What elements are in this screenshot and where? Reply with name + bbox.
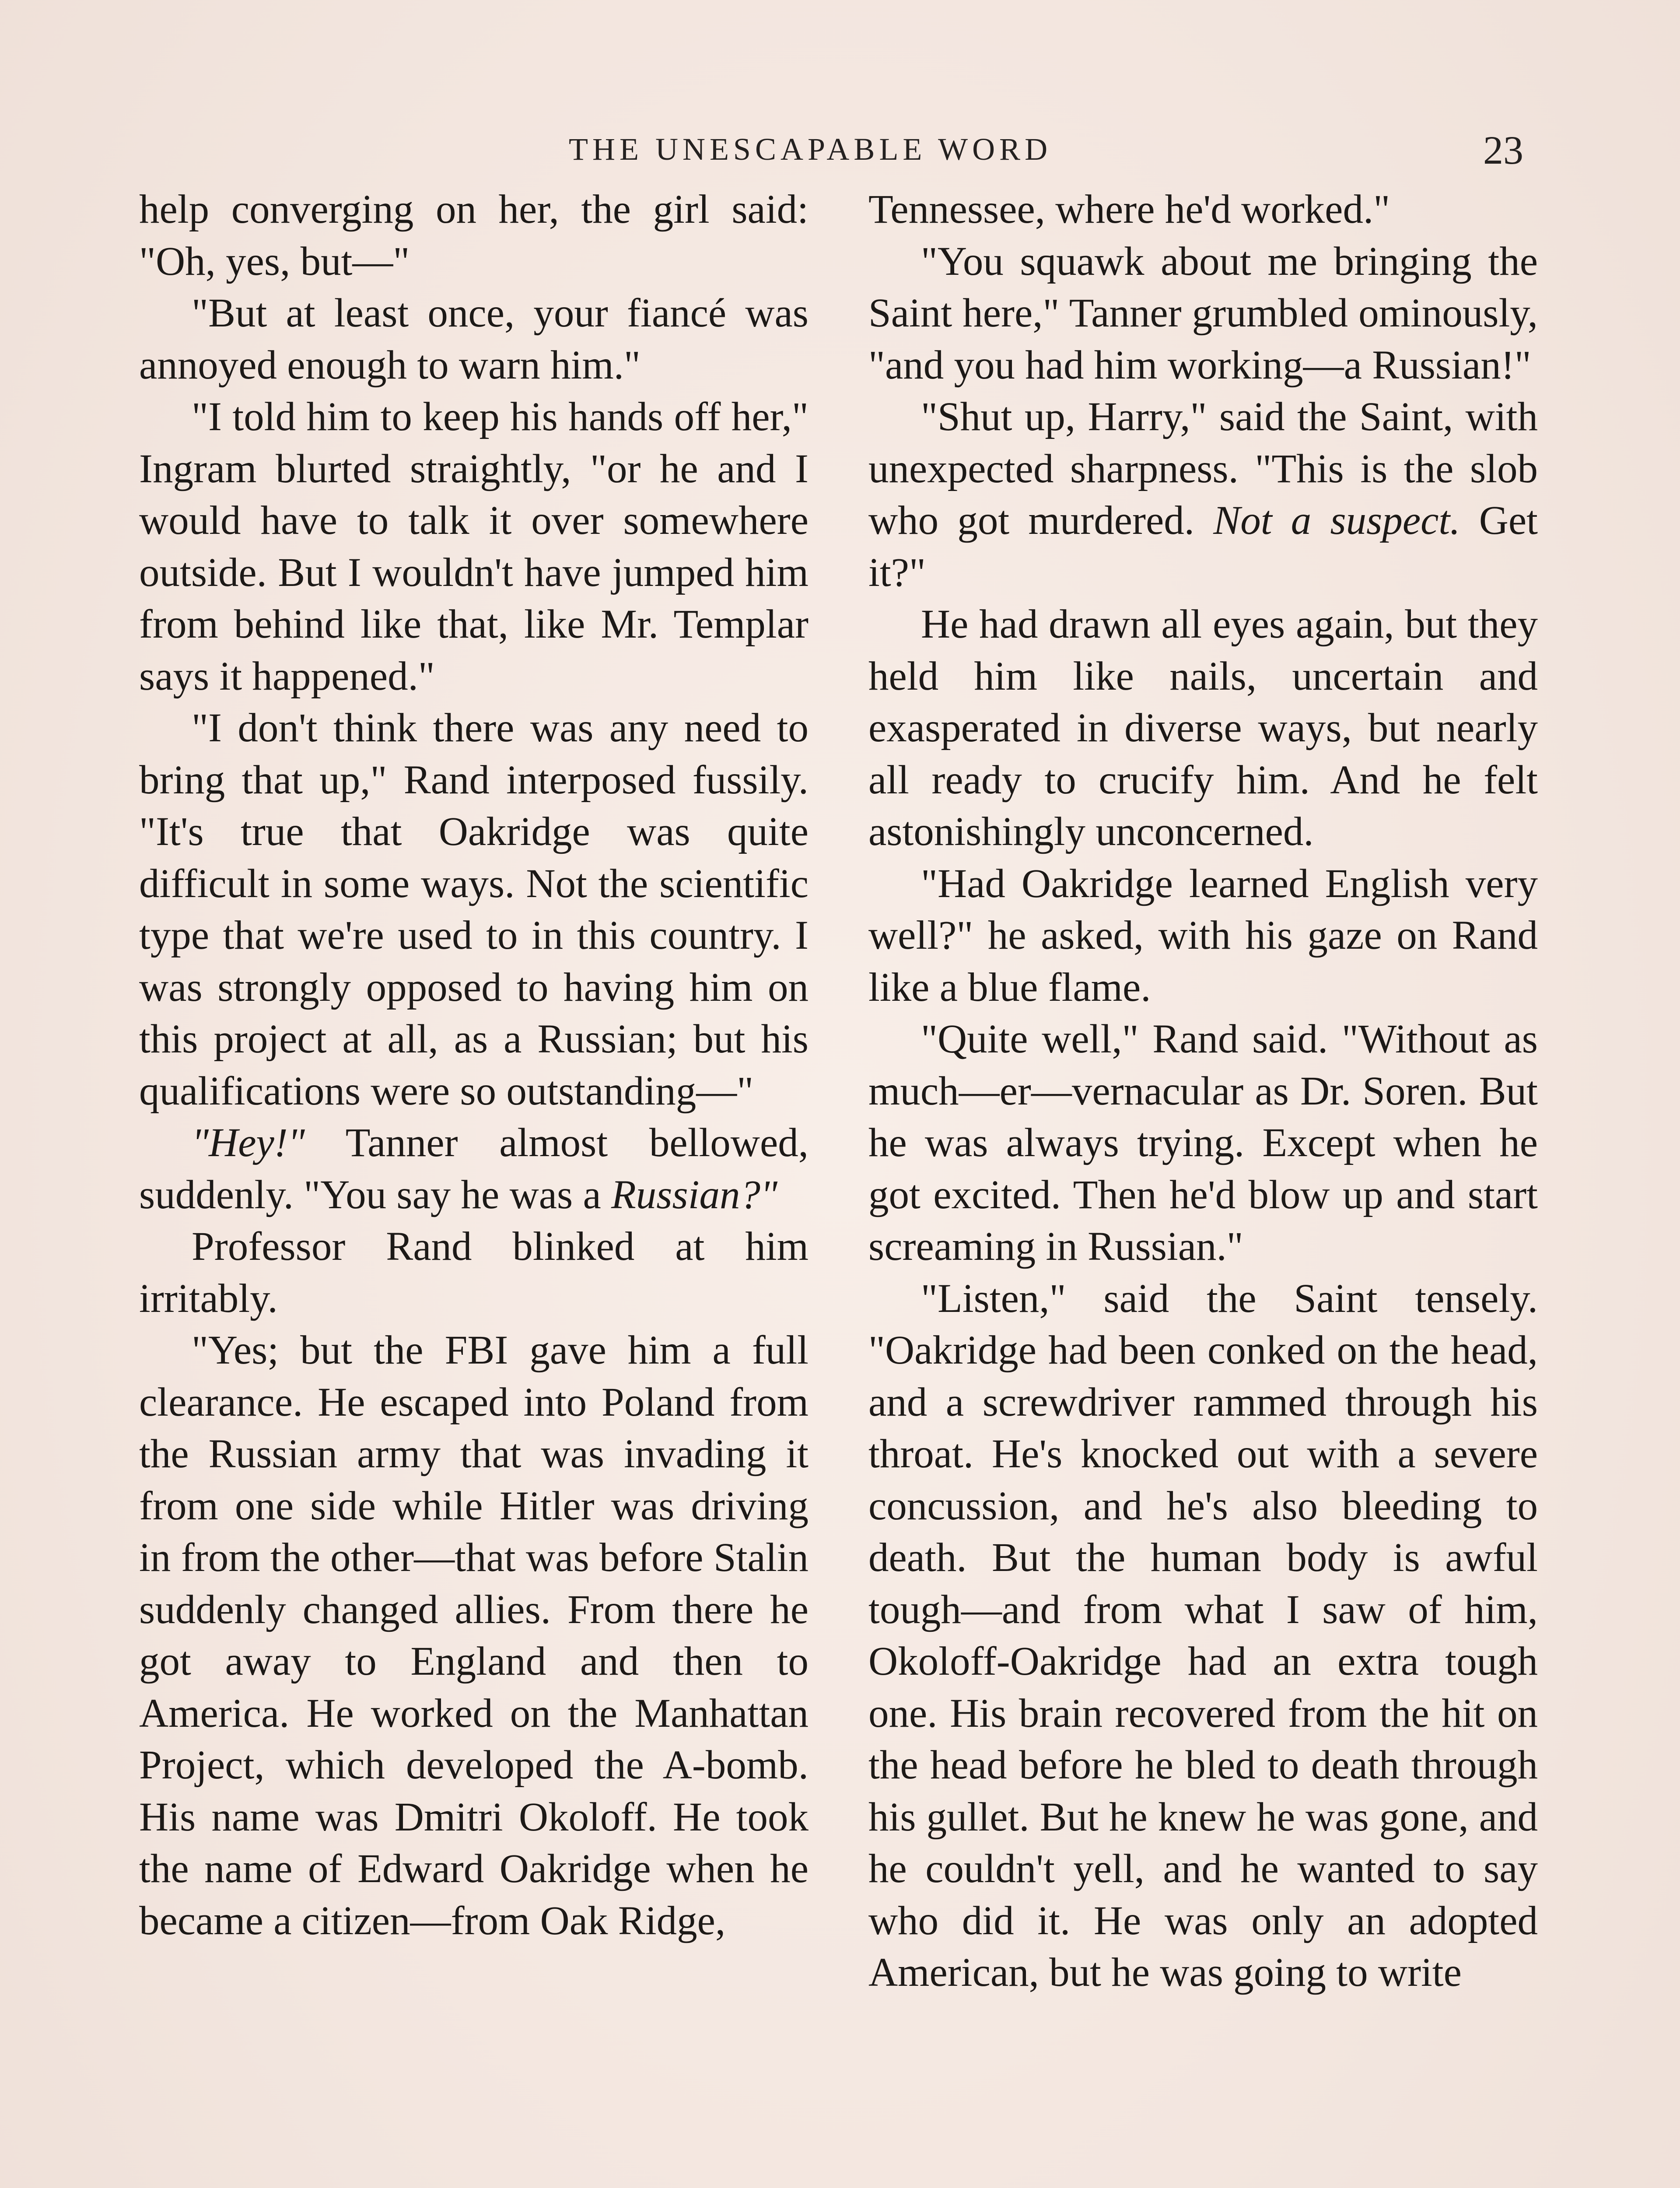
paragraph: "I don't think there was any need to bring that up," Rand interposed fussily. "It's true that Oakridge was quite difficult in some ways. Not the scientific type that we're used to in this country. I was strongly opposed to having him on this project at all, as a Russian; but his qualifications were so outstanding—"	[139, 705, 808, 1114]
italic-text: "Hey!"	[192, 1120, 305, 1165]
paragraph: "But at least once, your fiancé was annoyed enough to warn him."	[139, 291, 808, 388]
paragraph: Tennessee, where he'd worked."	[868, 187, 1390, 232]
italic-text: Not a suspect.	[1213, 498, 1460, 543]
left-column	[139, 184, 808, 2188]
paragraph	[139, 1117, 808, 1221]
paragraph: He had drawn all eyes again, but they held him like nails, uncertain and exasperated in diverse ways, but nearly all ready to crucify him. And he felt astonishingly unconcerned.	[868, 602, 1538, 854]
paragraph: "You squawk about me bringing the Saint here," Tanner grumbled ominously, "and you had him working—a Russian!"	[868, 238, 1538, 388]
page-number: 23	[1483, 128, 1523, 172]
page-header	[0, 127, 1680, 179]
paragraph: "Listen," said the Saint tensely. "Oakridge had been conked on the head, and a screwdriver rammed through his throat. He's knocked out with a severe concussion, and he's also bleeding to death. But the human body is awful tough—and from what I saw of him, Okoloff-Oakridge had an extra tough one. His brain recovered from the hit on the head before he bled to death through his gullet. But he knew he was gone, and he couldn't yell, and he wanted to say who did it. He was only an adopted American, but he was going to write	[868, 1276, 1538, 1995]
paragraph: "Had Oakridge learned English very well?" he asked, with his gaze on Rand like a blue flame.	[868, 861, 1538, 1010]
paragraph	[868, 391, 1538, 599]
paragraph-text: "Shut up, Harry," said the Saint, with unexpected sharpness. "This is the slob who got murdered.	[868, 394, 1538, 543]
paragraph: "Yes; but the FBI gave him a full clearance. He escaped into Poland from the Russian army that was invading it from one side while Hitler was driving in from the other—that was before Stalin suddenly changed allies. From there he got away to England and then to America. He worked on the Manhattan Project, which developed the A-bomb. His name was Dmitri Okoloff. He took the name of Edward Oakridge when he became a citizen—from Oak Ridge,	[139, 1328, 808, 1943]
running-title: THE UNESCAPABLE WORD	[569, 132, 1052, 167]
paragraph-text: Tanner almost bellowed, suddenly. "You say he was a	[139, 1120, 808, 1217]
paragraph: Professor Rand blinked at him irritably.	[139, 1224, 808, 1321]
right-column	[868, 184, 1538, 2188]
paragraph-text: Get it?"	[868, 498, 1538, 595]
paragraph: "I told him to keep his hands off her," Ingram blurted straightly, "or he and I would have to talk it over somewhere outside. But I wouldn't have jumped him from behind like that, like Mr. Templar says it happened."	[139, 394, 808, 699]
paragraph: "Quite well," Rand said. "Without as much—er—vernacular as Dr. Soren. But he was always trying. Except when he got excited. Then he'd blow up and start screaming in Russian."	[868, 1017, 1538, 1269]
paragraph: help converging on her, the girl said: "Oh, yes, but—"	[139, 187, 808, 284]
italic-text: Russian?"	[611, 1172, 778, 1217]
